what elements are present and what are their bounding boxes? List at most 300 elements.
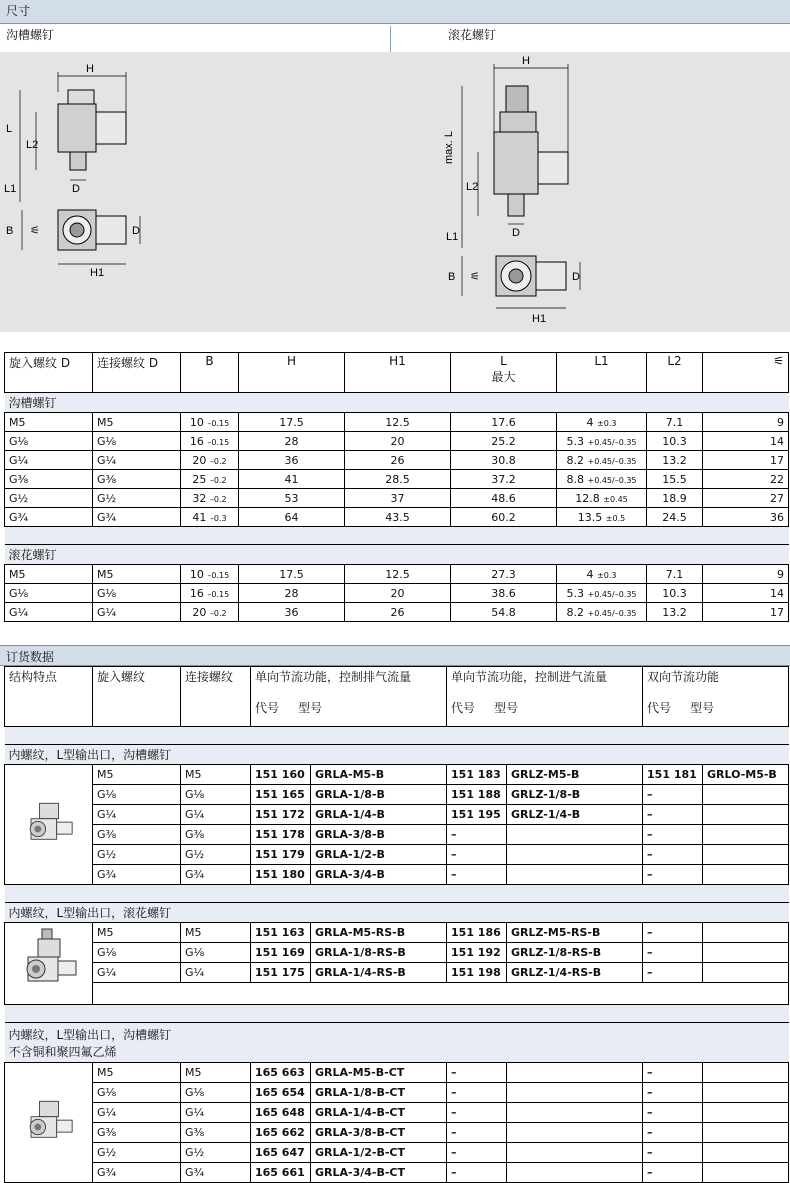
order-row: [5, 845, 789, 865]
table-cell: [703, 923, 789, 943]
tolerance: ±0.3: [597, 418, 617, 428]
table-cell: G⅜: [181, 825, 251, 845]
table-cell: [507, 923, 643, 943]
part-number: 151 181: [647, 768, 697, 781]
table-cell: G¼: [5, 451, 93, 470]
part-number: 151 172: [255, 808, 305, 821]
table-cell: [311, 805, 447, 825]
part-number: –: [451, 868, 457, 881]
tolerance: –0.2: [209, 456, 227, 466]
table-cell: [507, 963, 643, 983]
table-cell: [447, 1123, 507, 1143]
table-cell: 25 –0.2: [181, 470, 239, 489]
table-cell: M5: [93, 1063, 181, 1083]
part-number: –: [647, 808, 653, 821]
type-code: GRLA-1/8-B: [315, 788, 385, 801]
table-cell: [703, 825, 789, 845]
table-cell: [311, 923, 447, 943]
table-cell: 5.3 +0.45/–0.35: [557, 432, 647, 451]
table-cell: 26: [345, 603, 451, 622]
order-row: [5, 1123, 789, 1143]
table-cell: [507, 765, 643, 785]
table-cell: [311, 1143, 447, 1163]
table-cell: [703, 845, 789, 865]
table-cell: [507, 865, 643, 885]
svg-text:H1: H1: [90, 267, 105, 279]
table-cell: 8.2 +0.45/–0.35: [557, 451, 647, 470]
part-number: 151 169: [255, 946, 305, 959]
table-cell: 8.8 +0.45/–0.35: [557, 470, 647, 489]
table-cell: 48.6: [451, 489, 557, 508]
table-cell: M5: [5, 413, 93, 432]
table-cell: 22: [703, 470, 789, 489]
table-cell: [507, 825, 643, 845]
table-cell: M5: [5, 565, 93, 584]
part-number: 151 192: [451, 946, 501, 959]
table-row: [5, 413, 789, 432]
table-cell: G¾: [5, 508, 93, 527]
table-cell: 41: [239, 470, 345, 489]
table-cell: G⅛: [5, 584, 93, 603]
order-row: [5, 805, 789, 825]
type-code: GRLA-3/8-B: [315, 828, 385, 841]
tolerance: +0.45/–0.35: [587, 437, 637, 447]
svg-text:⚟: ⚟: [470, 271, 480, 283]
order-row: [5, 943, 789, 963]
table-row: [5, 508, 789, 527]
part-number: 151 163: [255, 926, 305, 939]
tolerance: ±0.3: [597, 570, 617, 580]
table-cell: [643, 1143, 703, 1163]
table-cell: G¼: [93, 805, 181, 825]
svg-text:D: D: [132, 225, 140, 237]
table-cell: [507, 805, 643, 825]
svg-text:⚟: ⚟: [30, 225, 40, 237]
type-code: GRLO-M5-B: [707, 768, 777, 781]
table-cell: [703, 765, 789, 785]
table-cell: 36: [703, 508, 789, 527]
table-cell: [251, 1103, 311, 1123]
type-code: GRLA-1/4-RS-B: [315, 966, 406, 979]
table-cell: 17: [703, 451, 789, 470]
order-row: [5, 1163, 789, 1183]
table-cell: G¾: [93, 1163, 181, 1183]
table-cell: G½: [93, 845, 181, 865]
table-cell: [311, 963, 447, 983]
tolerance: ±0.5: [605, 513, 626, 523]
type-code: GRLA-M5-B-CT: [315, 1066, 405, 1079]
table-cell: G½: [5, 489, 93, 508]
table-cell: [447, 1163, 507, 1183]
table-cell: [251, 963, 311, 983]
svg-text:L1: L1: [4, 183, 17, 195]
table-cell: [507, 785, 643, 805]
tolerance: +0.45/–0.35: [587, 475, 637, 485]
table-cell: 17.5: [239, 565, 345, 584]
table-cell: [447, 943, 507, 963]
svg-text:L: L: [6, 123, 13, 135]
table-cell: 64: [239, 508, 345, 527]
table-cell: G⅛: [181, 785, 251, 805]
table-cell: G⅛: [93, 432, 181, 451]
table-cell: [703, 1163, 789, 1183]
part-number: 151 183: [451, 768, 501, 781]
table-cell: 54.8: [451, 603, 557, 622]
table-cell: 5.3 +0.45/–0.35: [557, 584, 647, 603]
table-cell: G⅛: [93, 1083, 181, 1103]
table-cell: [507, 1083, 643, 1103]
table-cell: [311, 1083, 447, 1103]
table-cell: [311, 1063, 447, 1083]
part-number: 165 648: [255, 1106, 305, 1119]
table-cell: [251, 785, 311, 805]
table-cell: G¾: [181, 865, 251, 885]
table-cell: G⅜: [93, 1123, 181, 1143]
table-cell: 9: [703, 413, 789, 432]
table-cell: 37.2: [451, 470, 557, 489]
table-cell: G¾: [181, 1163, 251, 1183]
knurled-screw-title: 滚花螺钉: [448, 28, 497, 42]
product-image-icon: [14, 1091, 84, 1151]
part-number: 151 179: [255, 848, 305, 861]
part-number: 151 186: [451, 926, 501, 939]
part-number: 165 662: [255, 1126, 305, 1139]
table-cell: G¼: [181, 963, 251, 983]
order-group-2-title: 内螺纹，L型输出口，滚花螺钉: [5, 903, 789, 923]
tolerance: –0.2: [209, 608, 227, 618]
product-image: [5, 923, 93, 1005]
tolerance: –0.15: [207, 418, 230, 428]
svg-text:H: H: [522, 55, 530, 67]
dimension-drawings: [0, 52, 790, 332]
table-cell: [703, 943, 789, 963]
part-number: –: [647, 946, 653, 959]
type-code: GRLA-1/2-B: [315, 848, 385, 861]
table-cell: G⅜: [93, 470, 181, 489]
table-cell: M5: [93, 923, 181, 943]
table-row: [5, 584, 789, 603]
table-cell: 37: [345, 489, 451, 508]
table-cell: 60.2: [451, 508, 557, 527]
table-cell: [311, 1123, 447, 1143]
type-code: GRLA-1/4-B-CT: [315, 1106, 406, 1119]
part-number: –: [451, 1066, 457, 1079]
table-cell: [507, 943, 643, 963]
part-number: –: [451, 828, 457, 841]
order-row: [5, 1083, 789, 1103]
part-number: 165 647: [255, 1146, 305, 1159]
table-cell: [703, 865, 789, 885]
part-number: –: [451, 1126, 457, 1139]
table-cell: [447, 845, 507, 865]
tolerance: –0.3: [209, 513, 227, 523]
table-cell: [507, 1103, 643, 1123]
table-cell: 16 –0.15: [181, 584, 239, 603]
part-number: 165 663: [255, 1066, 305, 1079]
type-code: GRLZ-1/8-RS-B: [511, 946, 602, 959]
part-number: –: [647, 1086, 653, 1099]
table-cell: [251, 825, 311, 845]
table-cell: 30.8: [451, 451, 557, 470]
tolerance: ±0.45: [603, 494, 628, 504]
table-cell: 32 –0.2: [181, 489, 239, 508]
table-cell: [311, 1103, 447, 1123]
table-cell: [643, 923, 703, 943]
table-cell: 10 –0.15: [181, 413, 239, 432]
table-cell: 7.1: [647, 565, 703, 584]
table-cell: 14: [703, 432, 789, 451]
table-cell: [311, 943, 447, 963]
table-cell: [507, 1163, 643, 1183]
table-cell: 20 –0.2: [181, 451, 239, 470]
table-cell: [447, 865, 507, 885]
table-cell: [703, 1083, 789, 1103]
svg-text:D: D: [572, 271, 580, 283]
table-row: [5, 451, 789, 470]
table-row: [5, 603, 789, 622]
tolerance: +0.45/–0.35: [587, 589, 637, 599]
part-number: –: [647, 926, 653, 939]
table-cell: [703, 785, 789, 805]
table-cell: [251, 765, 311, 785]
table-cell: G¼: [181, 1103, 251, 1123]
tolerance: –0.2: [209, 494, 227, 504]
svg-text:max. L: max. L: [443, 130, 455, 164]
part-number: –: [647, 868, 653, 881]
table-row: [5, 470, 789, 489]
part-number: –: [451, 1166, 457, 1179]
table-cell: [251, 865, 311, 885]
table-cell: 38.6: [451, 584, 557, 603]
table-cell: M5: [93, 765, 181, 785]
svg-text:D: D: [512, 227, 520, 239]
table-cell: M5: [181, 923, 251, 943]
table-cell: 14: [703, 584, 789, 603]
part-number: 151 198: [451, 966, 501, 979]
table-cell: 13.2: [647, 603, 703, 622]
table-cell: 16 –0.15: [181, 432, 239, 451]
table-cell: [251, 1143, 311, 1163]
order-data-header: 订货数据: [0, 645, 790, 666]
table-cell: 4 ±0.3: [557, 565, 647, 584]
table-cell: [311, 865, 447, 885]
table-cell: 36: [239, 603, 345, 622]
table-cell: G½: [93, 1143, 181, 1163]
table-cell: G¾: [93, 508, 181, 527]
type-code: GRLA-3/4-B: [315, 868, 385, 881]
part-number: –: [451, 1106, 457, 1119]
table-cell: 41 –0.3: [181, 508, 239, 527]
table-cell: G⅛: [181, 1083, 251, 1103]
part-number: 165 661: [255, 1166, 305, 1179]
table-cell: G¼: [93, 963, 181, 983]
table-cell: 8.2 +0.45/–0.35: [557, 603, 647, 622]
table-cell: [643, 785, 703, 805]
table-cell: [507, 1123, 643, 1143]
table-cell: 12.5: [345, 565, 451, 584]
table-cell: G½: [93, 489, 181, 508]
table-cell: 10 –0.15: [181, 565, 239, 584]
tolerance: –0.2: [209, 475, 227, 485]
table-cell: G⅜: [93, 825, 181, 845]
part-number: 151 175: [255, 966, 305, 979]
table-cell: [643, 865, 703, 885]
product-image: [5, 1063, 93, 1183]
technical-drawing: [0, 52, 790, 332]
order-row-empty: [5, 983, 789, 1005]
table-cell: [507, 1143, 643, 1163]
table-cell: [447, 1143, 507, 1163]
table-cell: G⅜: [181, 1123, 251, 1143]
svg-text:B: B: [448, 271, 456, 283]
type-code: GRLA-3/8-B-CT: [315, 1126, 406, 1139]
part-number: –: [647, 966, 653, 979]
table-cell: 10.3: [647, 432, 703, 451]
dimensions-header-row: 旋入螺纹 D 连接螺纹 D B H H1 L 最大 L1 L2 ⚟: [5, 353, 789, 393]
table-cell: [251, 1063, 311, 1083]
table-cell: G⅛: [181, 943, 251, 963]
table-cell: 9: [703, 565, 789, 584]
table-cell: [643, 963, 703, 983]
part-number: –: [647, 848, 653, 861]
table-cell: [643, 805, 703, 825]
table-cell: 7.1: [647, 413, 703, 432]
dimensions-header: 尺寸: [0, 0, 790, 24]
type-code: GRLZ-M5-RS-B: [511, 926, 601, 939]
table-cell: [643, 1063, 703, 1083]
table-cell: [643, 845, 703, 865]
table-cell: G⅛: [5, 432, 93, 451]
order-row: [5, 963, 789, 983]
table-cell: [643, 1103, 703, 1123]
part-number: –: [647, 1166, 653, 1179]
table-cell: 27.3: [451, 565, 557, 584]
table-row: [5, 432, 789, 451]
table-cell: 25.2: [451, 432, 557, 451]
dimensions-table: [4, 352, 789, 622]
part-number: –: [451, 1086, 457, 1099]
svg-text:H: H: [86, 63, 94, 75]
table-cell: [643, 765, 703, 785]
table-cell: 24.5: [647, 508, 703, 527]
order-row: [5, 1143, 789, 1163]
order-group-1-title: 内螺纹，L型输出口，沟槽螺钉: [5, 745, 789, 765]
part-number: 151 160: [255, 768, 305, 781]
table-cell: G⅜: [5, 470, 93, 489]
table-cell: [251, 923, 311, 943]
table-cell: G¼: [93, 603, 181, 622]
table-cell: G⅛: [93, 785, 181, 805]
type-code: GRLA-M5-B: [315, 768, 385, 781]
table-cell: [507, 1063, 643, 1083]
table-cell: G¼: [5, 603, 93, 622]
product-image-icon: [14, 927, 84, 997]
order-row: [5, 865, 789, 885]
table-cell: [251, 1083, 311, 1103]
tolerance: –0.15: [207, 589, 230, 599]
type-code: GRLA-1/8-RS-B: [315, 946, 406, 959]
table-cell: 13.2: [647, 451, 703, 470]
svg-text:L2: L2: [26, 139, 39, 151]
order-group-3-title: 内螺纹，L型输出口，沟槽螺钉 不含铜和聚四氟乙烯: [5, 1023, 789, 1063]
part-number: –: [451, 848, 457, 861]
part-number: 151 195: [451, 808, 501, 821]
table-cell: [703, 805, 789, 825]
table-cell: 28.5: [345, 470, 451, 489]
part-number: –: [451, 1146, 457, 1159]
tolerance: –0.15: [207, 570, 230, 580]
tolerance: +0.45/–0.35: [587, 608, 637, 618]
table-cell: 17: [703, 603, 789, 622]
table-cell: [251, 1163, 311, 1183]
product-image: [5, 765, 93, 885]
svg-text:L1: L1: [446, 231, 459, 243]
table-cell: 43.5: [345, 508, 451, 527]
part-number: 151 178: [255, 828, 305, 841]
type-code: GRLZ-1/4-RS-B: [511, 966, 602, 979]
table-cell: [311, 825, 447, 845]
part-number: 151 165: [255, 788, 305, 801]
table-cell: G½: [181, 845, 251, 865]
table-cell: [643, 825, 703, 845]
table-cell: 20 –0.2: [181, 603, 239, 622]
table-cell: 4 ±0.3: [557, 413, 647, 432]
table-cell: G⅛: [93, 943, 181, 963]
table-row: [5, 489, 789, 508]
table-cell: [447, 1063, 507, 1083]
table-cell: [447, 1083, 507, 1103]
table-cell: 20: [345, 432, 451, 451]
wrench-size-icon: ⚟: [703, 353, 789, 393]
table-cell: [251, 845, 311, 865]
table-cell: [643, 1083, 703, 1103]
part-number: –: [647, 1126, 653, 1139]
part-number: 151 180: [255, 868, 305, 881]
table-cell: G¼: [181, 805, 251, 825]
table-cell: 53: [239, 489, 345, 508]
part-number: –: [647, 1146, 653, 1159]
type-code: GRLZ-1/8-B: [511, 788, 581, 801]
table-cell: 15.5: [647, 470, 703, 489]
part-number: 151 188: [451, 788, 501, 801]
table-cell: [447, 963, 507, 983]
product-image-icon: [14, 793, 84, 853]
table-cell: 12.5: [345, 413, 451, 432]
part-number: –: [647, 1066, 653, 1079]
table-cell: 10.3: [647, 584, 703, 603]
table-cell: [703, 1063, 789, 1083]
section-knurled: 滚花螺钉: [5, 545, 789, 565]
table-cell: 17.6: [451, 413, 557, 432]
order-row: [5, 1103, 789, 1123]
type-code: GRLA-1/4-B: [315, 808, 385, 821]
empty-cell: [93, 983, 789, 1005]
table-cell: [447, 765, 507, 785]
table-cell: [447, 825, 507, 845]
part-number: –: [647, 1106, 653, 1119]
table-cell: G¾: [93, 865, 181, 885]
type-code: GRLA-1/8-B-CT: [315, 1086, 406, 1099]
table-cell: [643, 1163, 703, 1183]
table-cell: M5: [93, 413, 181, 432]
table-cell: M5: [181, 1063, 251, 1083]
table-cell: [311, 765, 447, 785]
slotted-screw-title: 沟槽螺钉: [6, 28, 55, 42]
table-cell: 27: [703, 489, 789, 508]
table-cell: [643, 943, 703, 963]
table-cell: [643, 1123, 703, 1143]
table-cell: G¼: [93, 1103, 181, 1123]
